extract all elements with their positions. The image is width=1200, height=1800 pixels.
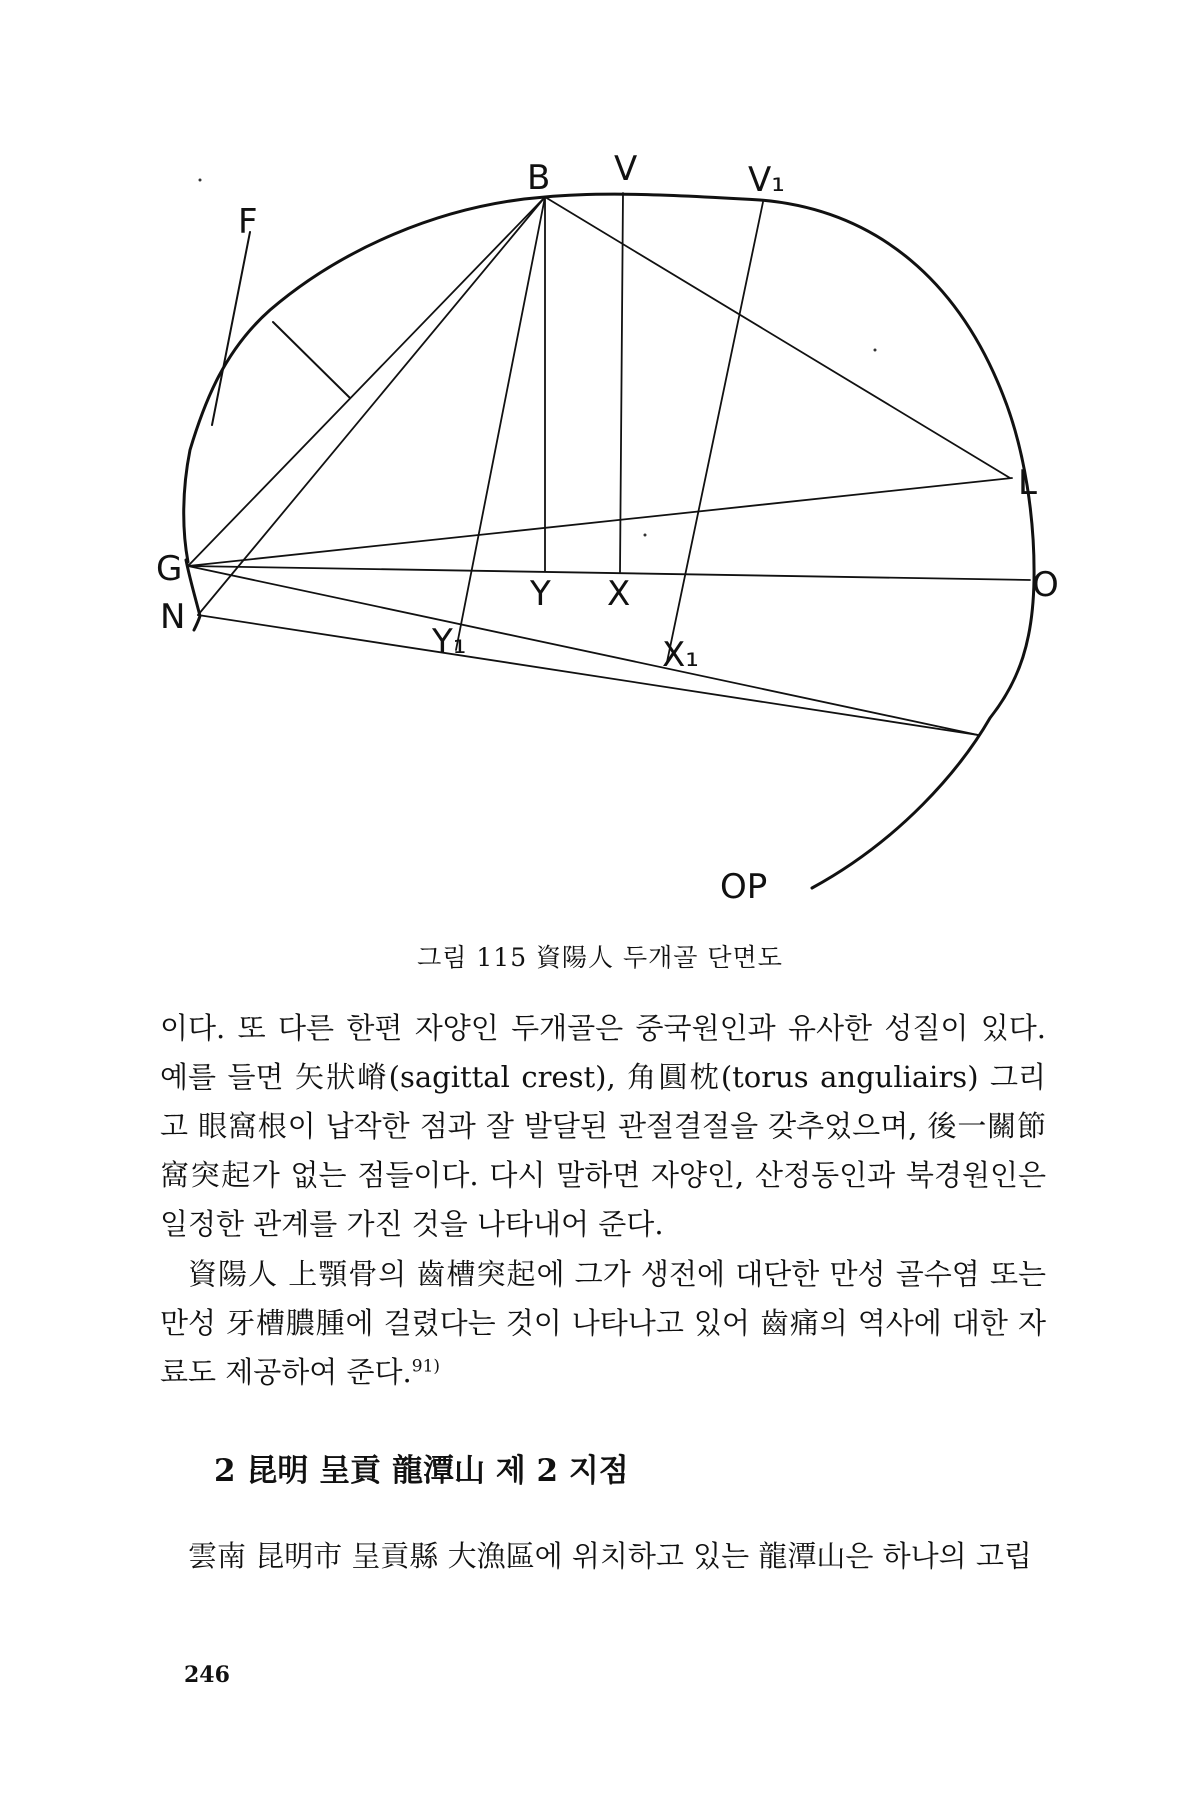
figure-caption: 그림 115 資陽人 두개골 단면도 [417,943,783,972]
body-paragraph-2 [160,1250,1046,1397]
line-G-base [188,566,978,735]
line-B-L [545,197,1010,478]
line-B-G [188,197,545,566]
body-paragraph-3: 雲南 昆明市 呈貢縣 大漁區에 위치하고 있는 龍潭山은 하나의 고립 [188,1539,1032,1573]
label-O: O [1032,565,1059,605]
nasal-profile [186,560,200,630]
body-paragraph-1: 이다. 또 다른 한편 자양인 두개골은 중국원인과 유사한 성질이 있다. 예를 들면 矢狀嵴(sagittal crest), 角圓枕(torus anguliairs) 그리고 眼窩根이 납작한 점과 잘 발달된 관절결절을 갖추었으며, 後一關節窩突起가 없는 점들이다. 다시 말하면 자양인, 산정동인과 북경원인은 일정한 관계를 가진 것을 나타내어 준다. [160,1011,1046,1241]
dot-mark [644,534,647,537]
line-V1-X1 [667,202,763,662]
dot-mark [874,349,877,352]
label-N: N [160,597,186,637]
line-N-base [198,615,978,735]
line-frontal-short [273,322,350,398]
label-V1: V₁ [748,160,785,200]
label-B: B [527,158,551,198]
body-paragraph-2-text: 資陽人 上顎骨의 齒槽突起에 그가 생전에 대단한 만성 골수염 또는 만성 牙槽膿腫에 걸렸다는 것이 나타나고 있어 齒痛의 역사에 대한 자료도 제공하여 준다. [160,1257,1046,1389]
page-number: 246 [184,1662,230,1688]
skull-outline [184,194,1034,888]
footnote-marker: 91) [411,1356,441,1377]
label-G: G [156,549,183,589]
line-V-X [620,193,623,572]
label-X: X [607,574,631,614]
label-F: F [238,202,258,242]
label-X1: X₁ [662,635,699,675]
label-L: L [1018,463,1037,503]
dot-mark [199,179,202,182]
label-Y: Y [530,574,551,614]
label-V: V [614,149,638,189]
label-Y1: Y₁ [432,622,467,662]
label-OP: OP [720,867,768,907]
line-G-L [188,478,1012,566]
line-F [212,232,250,425]
section-heading: 2 昆明 呈貢 龍潭山 제 2 지점 [214,1453,629,1489]
line-B-N [198,197,545,615]
